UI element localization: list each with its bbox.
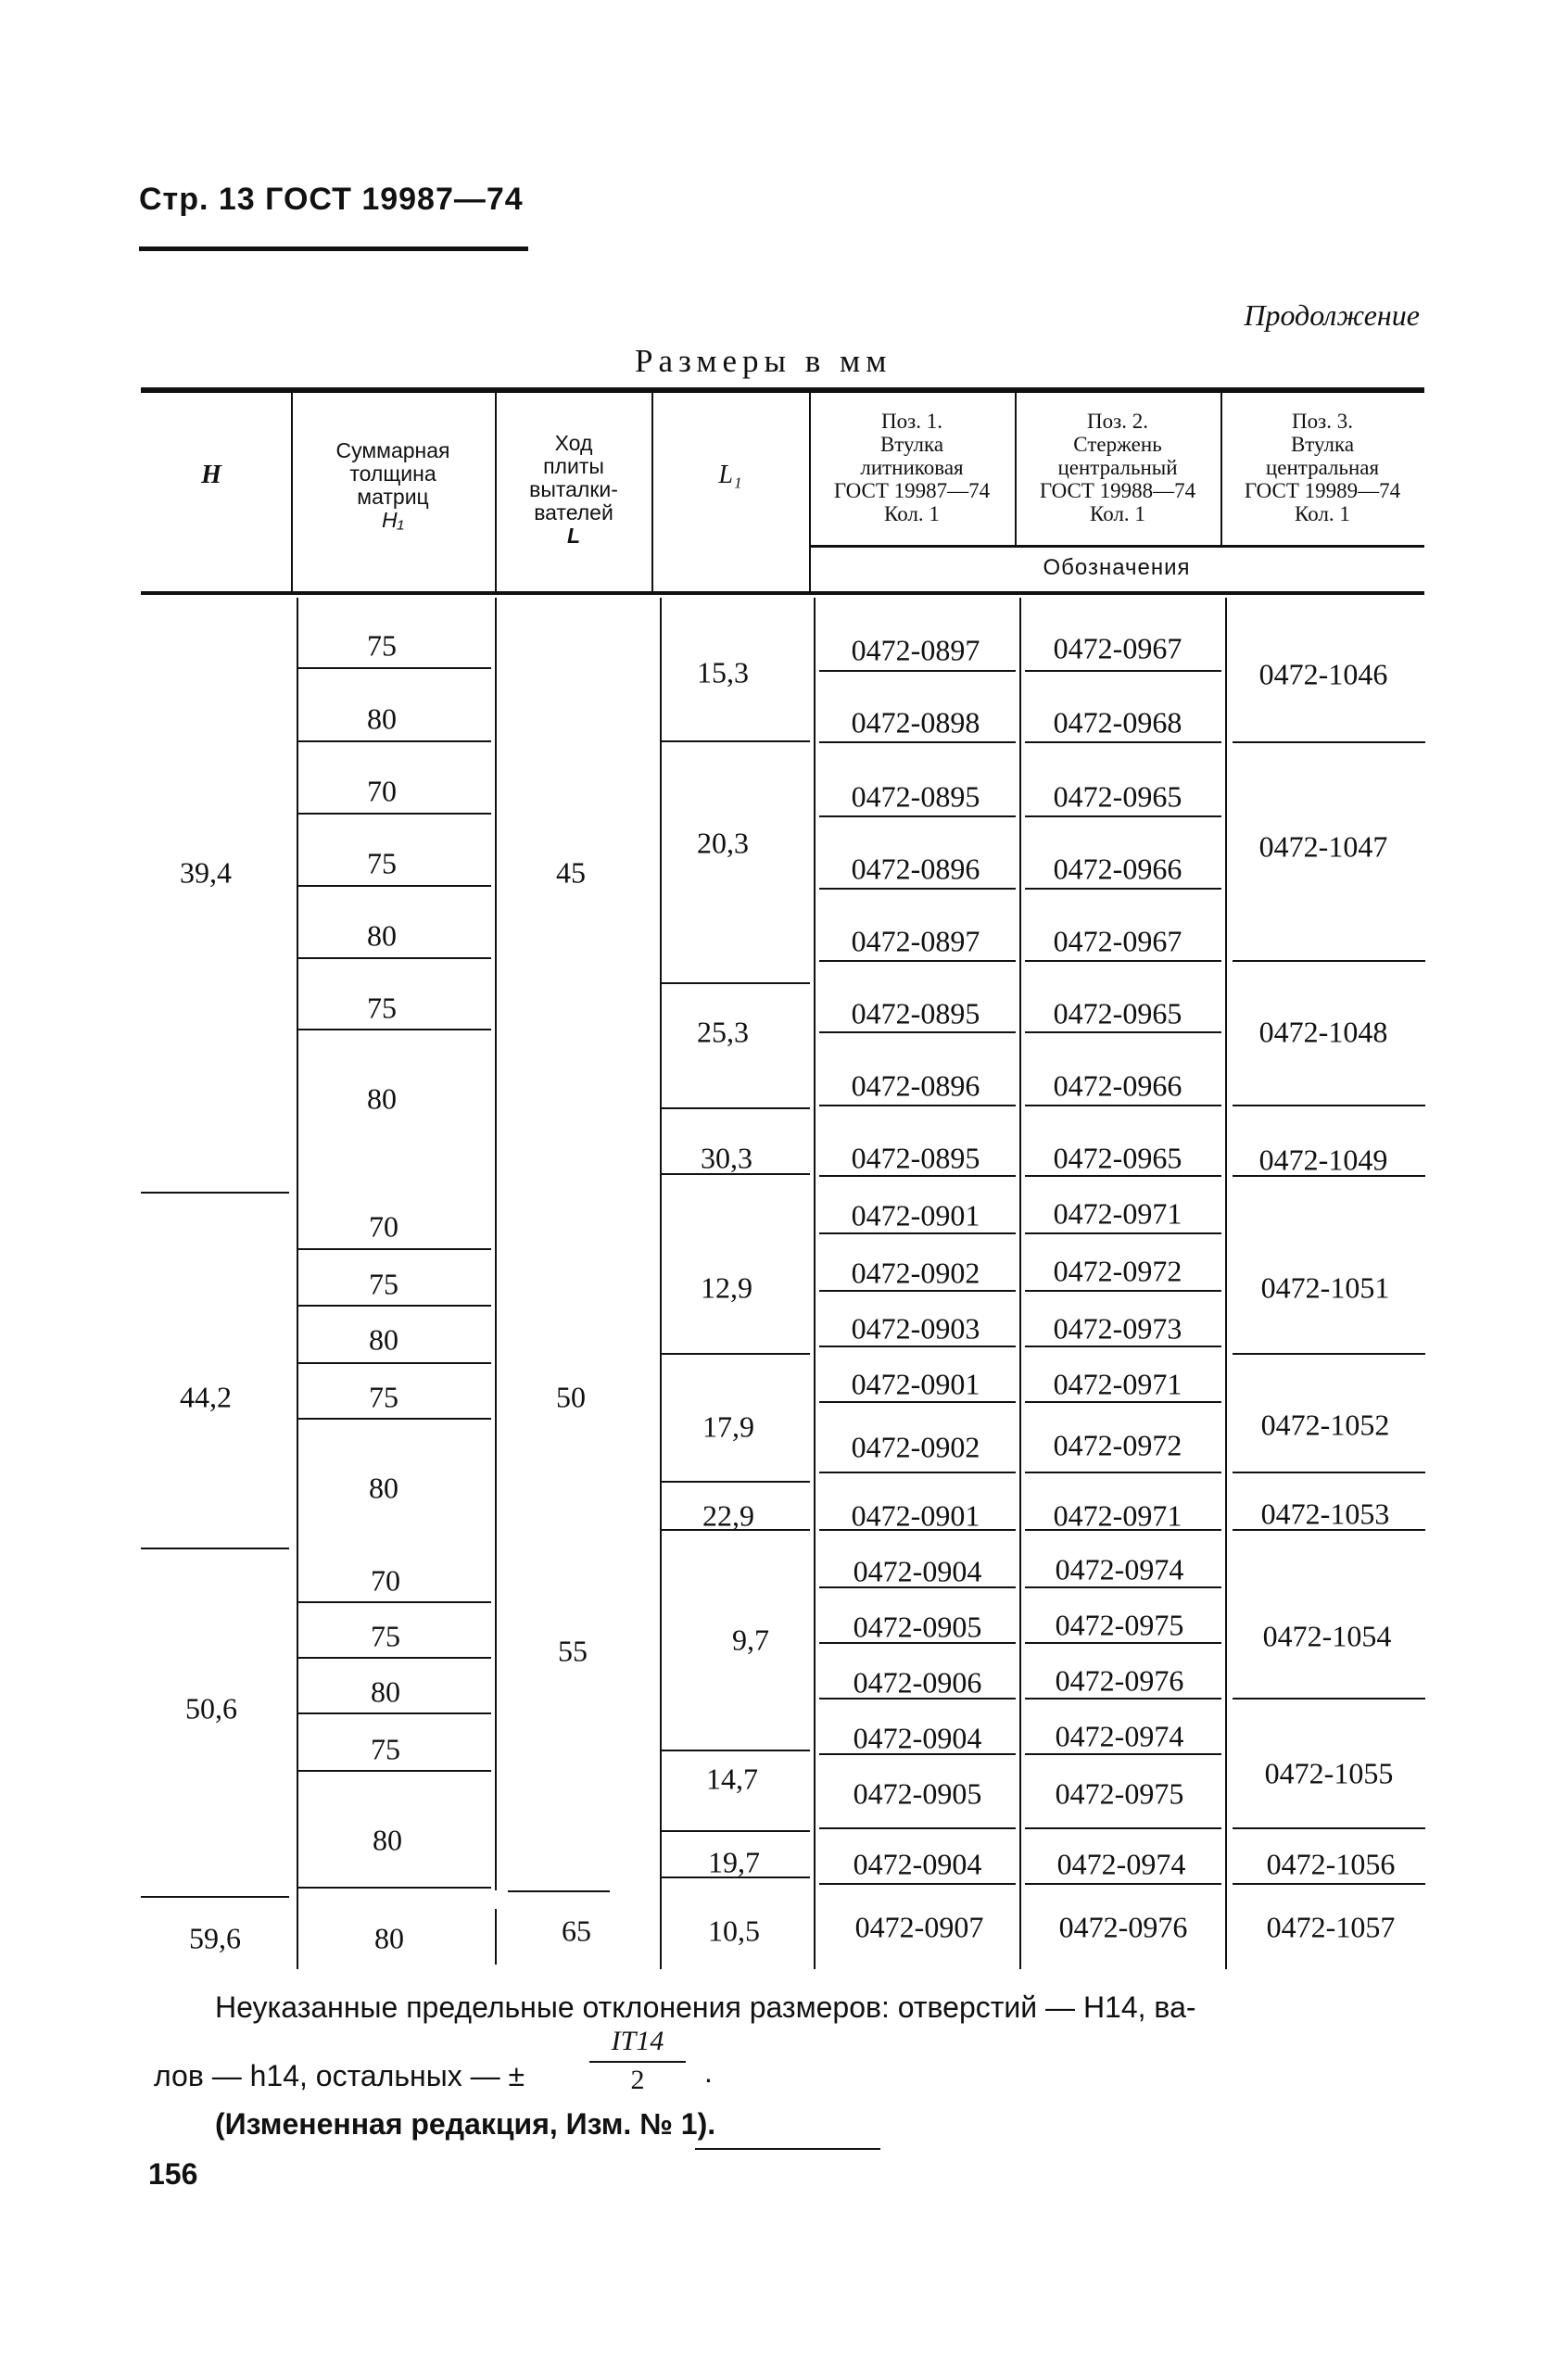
header-divider [651,393,653,591]
H1-value: 80 [373,1823,402,1857]
fraction-numerator: IT14 [611,2026,664,2056]
L-value: 65 [562,1914,591,1948]
H1-value: 80 [374,1921,404,1955]
H1-value: 80 [369,1322,398,1357]
l1-rule [660,740,810,742]
L1-value: 10,5 [708,1914,760,1948]
body-divider [495,598,497,1890]
h1-rule [297,1029,491,1030]
col-header-L1: L₁ [718,461,742,489]
H-value: 59,6 [189,1921,241,1955]
pos1-value: 0472-0895 [851,779,980,814]
continuation-label: Продолжение [1244,298,1420,332]
pos2-value: 0472-0965 [1053,996,1182,1030]
col-header-pos1: Поз. 1. Втулка литниковая ГОСТ 19987—74 Кол. 1 [833,410,991,525]
pos3-value: 0472-1056 [1266,1847,1396,1881]
group-rule [141,1192,289,1194]
pos2-value: 0472-0975 [1055,1608,1184,1642]
pos2-value: 0472-0973 [1053,1311,1182,1346]
pos2-value: 0472-0966 [1053,1068,1182,1103]
pos2-value: 0472-0975 [1055,1776,1184,1811]
L1-value: 17,9 [702,1409,754,1444]
des-rule [1025,1472,1221,1473]
header-divider [1015,393,1017,545]
pos3-rule [1233,741,1425,743]
body-divider [1019,598,1021,1969]
pos1-value: 0472-0901 [851,1498,980,1533]
pos3-value: 0472-1057 [1266,1910,1396,1944]
l1-rule [660,982,810,984]
pos1-value: 0472-0903 [851,1311,980,1346]
pos2-value: 0472-0976 [1058,1910,1188,1944]
pos2-value: 0472-0974 [1055,1719,1184,1753]
des-rule [1025,960,1221,962]
col-header-L: Ход плиты выталки- вателей L [529,431,618,548]
des-rule [1025,1290,1221,1292]
l1-rule [660,1107,810,1109]
pos1-value: 0472-0902 [851,1430,980,1464]
pos3-value: 0472-1055 [1264,1756,1394,1790]
H1-value: 75 [367,846,397,880]
H1-value: 75 [367,991,397,1025]
des-rule [819,1883,1016,1885]
fraction-denominator: 2 [630,2065,645,2095]
H1-value: 80 [371,1674,400,1709]
pos2-value: 0472-0972 [1053,1254,1182,1288]
L1-value: 15,3 [697,655,749,689]
pos2-value: 0472-0971 [1053,1498,1182,1533]
col-header-pos3: Поз. 3. Втулка центральная ГОСТ 19989—74 Кол. 1 [1244,410,1401,525]
des-rule [819,1105,1016,1106]
pos1-value: 0472-0902 [851,1256,980,1290]
pos2-value: 0472-0976 [1055,1663,1184,1698]
L1-value: 25,3 [697,1015,749,1049]
pos3-rule [1233,1883,1425,1885]
L-value: 45 [556,855,586,890]
pos2-value: 0472-0965 [1053,779,1182,814]
h1-rule [297,1305,491,1307]
L1-value: 20,3 [697,826,749,860]
L1-value: 30,3 [701,1141,752,1175]
pos3-rule [1233,1698,1425,1700]
col-header-pos2: Поз. 2. Стержень центральный ГОСТ 19988—74 Кол. 1 [1039,410,1196,525]
pos3-rule [1233,1105,1425,1106]
h1-rule [297,1770,491,1772]
pos1-value: 0472-0905 [853,1610,982,1644]
h1-rule [297,885,491,887]
pos2-value: 0472-0967 [1053,631,1182,665]
des-rule [1025,1105,1221,1106]
fraction [589,2026,686,2096]
H-value: 50,6 [185,1691,237,1725]
units-caption: Размеры в мм [635,343,892,379]
pos2-value: 0472-0965 [1053,1141,1182,1175]
pos3-value: 0472-1048 [1258,1015,1388,1049]
des-rule [1025,741,1221,743]
des-rule [819,815,1016,817]
L1-value: 19,7 [708,1845,760,1879]
h1-rule [297,1601,491,1603]
l1-rule [660,1750,810,1751]
pos1-value: 0472-0896 [851,852,980,886]
page-number: 156 [148,2157,198,2191]
des-rule [819,741,1016,743]
pos3-value: 0472-1049 [1258,1143,1388,1177]
l1-rule [660,1830,810,1832]
pos1-value: 0472-0904 [853,1847,982,1881]
pos3-rule [1233,960,1425,962]
H1-value: 70 [367,774,397,808]
pos1-value: 0472-0897 [851,633,980,667]
pos1-value: 0472-0901 [851,1367,980,1401]
header-divider [495,393,497,591]
pos3-rule [1233,1472,1425,1473]
des-rule [1025,1232,1221,1234]
pos2-value: 0472-0971 [1053,1196,1182,1231]
h1-rule [297,1712,491,1714]
page-header: Стр. 13 ГОСТ 19987—74 [139,182,524,217]
pos1-value: 0472-0896 [851,1068,980,1103]
fraction-bar [589,2061,686,2063]
H1-value: 75 [371,1619,400,1653]
designations-rule [809,545,1424,548]
h1-rule [297,667,491,669]
end-rule [695,2148,880,2150]
h1-rule [297,1248,491,1250]
h1-rule [297,957,491,959]
des-rule [1025,670,1221,672]
des-rule [1025,1827,1221,1829]
des-rule [1025,888,1221,890]
L1-value: 9,7 [732,1623,769,1657]
h1-rule [297,813,491,815]
pos3-value: 0472-1051 [1260,1270,1390,1305]
h1-rule [297,1657,491,1659]
pos3-value: 0472-1046 [1258,657,1388,691]
H1-value: 75 [367,628,397,663]
des-rule [819,670,1016,672]
col-header-H: H [201,461,221,489]
des-rule [819,1472,1016,1473]
des-rule [819,1827,1016,1829]
h1-rule [297,740,491,742]
pos2-value: 0472-0966 [1053,852,1182,886]
pos1-value: 0472-0904 [853,1554,982,1588]
L1-value: 22,9 [702,1498,754,1533]
H1-value: 75 [371,1732,400,1766]
header-bottom-rule [141,591,1424,595]
col-header-designations: Обозначения [1043,555,1191,580]
pos2-value: 0472-0974 [1056,1847,1186,1881]
L-value: 50 [556,1380,586,1414]
footnote-line2-text: лов — h14, остальных — ± [154,2059,525,2092]
pos1-value: 0472-0897 [851,924,980,958]
h1-rule [297,1887,491,1889]
header-divider [809,393,811,591]
H1-value: 80 [367,1081,397,1116]
pos1-value: 0472-0895 [851,996,980,1030]
des-rule [1025,1883,1221,1885]
header-divider [1220,393,1222,545]
h1-rule [297,1362,491,1364]
pos3-value: 0472-1054 [1262,1619,1392,1653]
H1-value: 75 [369,1380,398,1414]
header-divider [291,393,293,591]
pos1-value: 0472-0898 [851,705,980,739]
table-top-rule [141,387,1424,393]
l1-rule [660,1353,810,1355]
pos2-value: 0472-0974 [1055,1552,1184,1586]
H1-value: 70 [371,1563,400,1598]
L1-value: 12,9 [701,1270,752,1305]
header-underline [139,246,528,251]
h1-rule [297,1418,491,1420]
group-rule [508,1890,610,1892]
pos2-value: 0472-0967 [1053,924,1182,958]
pos3-rule [1233,1827,1425,1829]
pos1-value: 0472-0904 [853,1721,982,1755]
body-divider [297,598,298,1969]
body-divider [814,598,816,1969]
body-divider [495,1909,497,1965]
H-value: 39,4 [180,855,232,890]
H1-value: 80 [369,1471,398,1505]
footnote-line3: (Измененная редакция, Изм. № 1). [215,2107,716,2141]
pos3-value: 0472-1052 [1260,1408,1390,1442]
L-value: 55 [558,1634,588,1668]
H1-value: 80 [367,918,397,953]
footnote-line2 [154,2059,525,2093]
footnote-line1: Неуказанные предельные отклонения размеров: отверстий — H14, ва- [215,1990,1196,2024]
pos2-value: 0472-0971 [1053,1367,1182,1401]
pos1-value: 0472-0905 [853,1776,982,1811]
pos3-value: 0472-1047 [1258,829,1388,864]
body-divider [660,598,662,1969]
l1-rule [660,1481,810,1483]
pos1-value: 0472-0907 [854,1910,984,1944]
des-rule [819,888,1016,890]
pos3-value: 0472-1053 [1260,1497,1390,1531]
des-rule [819,1031,1016,1033]
H1-value: 75 [369,1267,398,1301]
body-divider [1225,598,1227,1969]
L1-value: 14,7 [706,1762,758,1796]
H-value: 44,2 [180,1380,232,1414]
footnote-period: . [704,2055,713,2089]
pos1-value: 0472-0901 [851,1198,980,1232]
col-header-H1: Суммарная толщина матриц H₁ [335,438,450,532]
H1-value: 80 [367,701,397,736]
des-rule [1025,815,1221,817]
group-rule [141,1548,289,1549]
des-rule [819,960,1016,962]
pos1-value: 0472-0895 [851,1141,980,1175]
H1-value: 70 [369,1209,398,1244]
group-rule [141,1896,289,1898]
pos2-value: 0472-0968 [1053,705,1182,739]
pos1-value: 0472-0906 [853,1665,982,1700]
des-rule [1025,1031,1221,1033]
pos2-value: 0472-0972 [1053,1428,1182,1462]
pos3-rule [1233,1353,1425,1355]
